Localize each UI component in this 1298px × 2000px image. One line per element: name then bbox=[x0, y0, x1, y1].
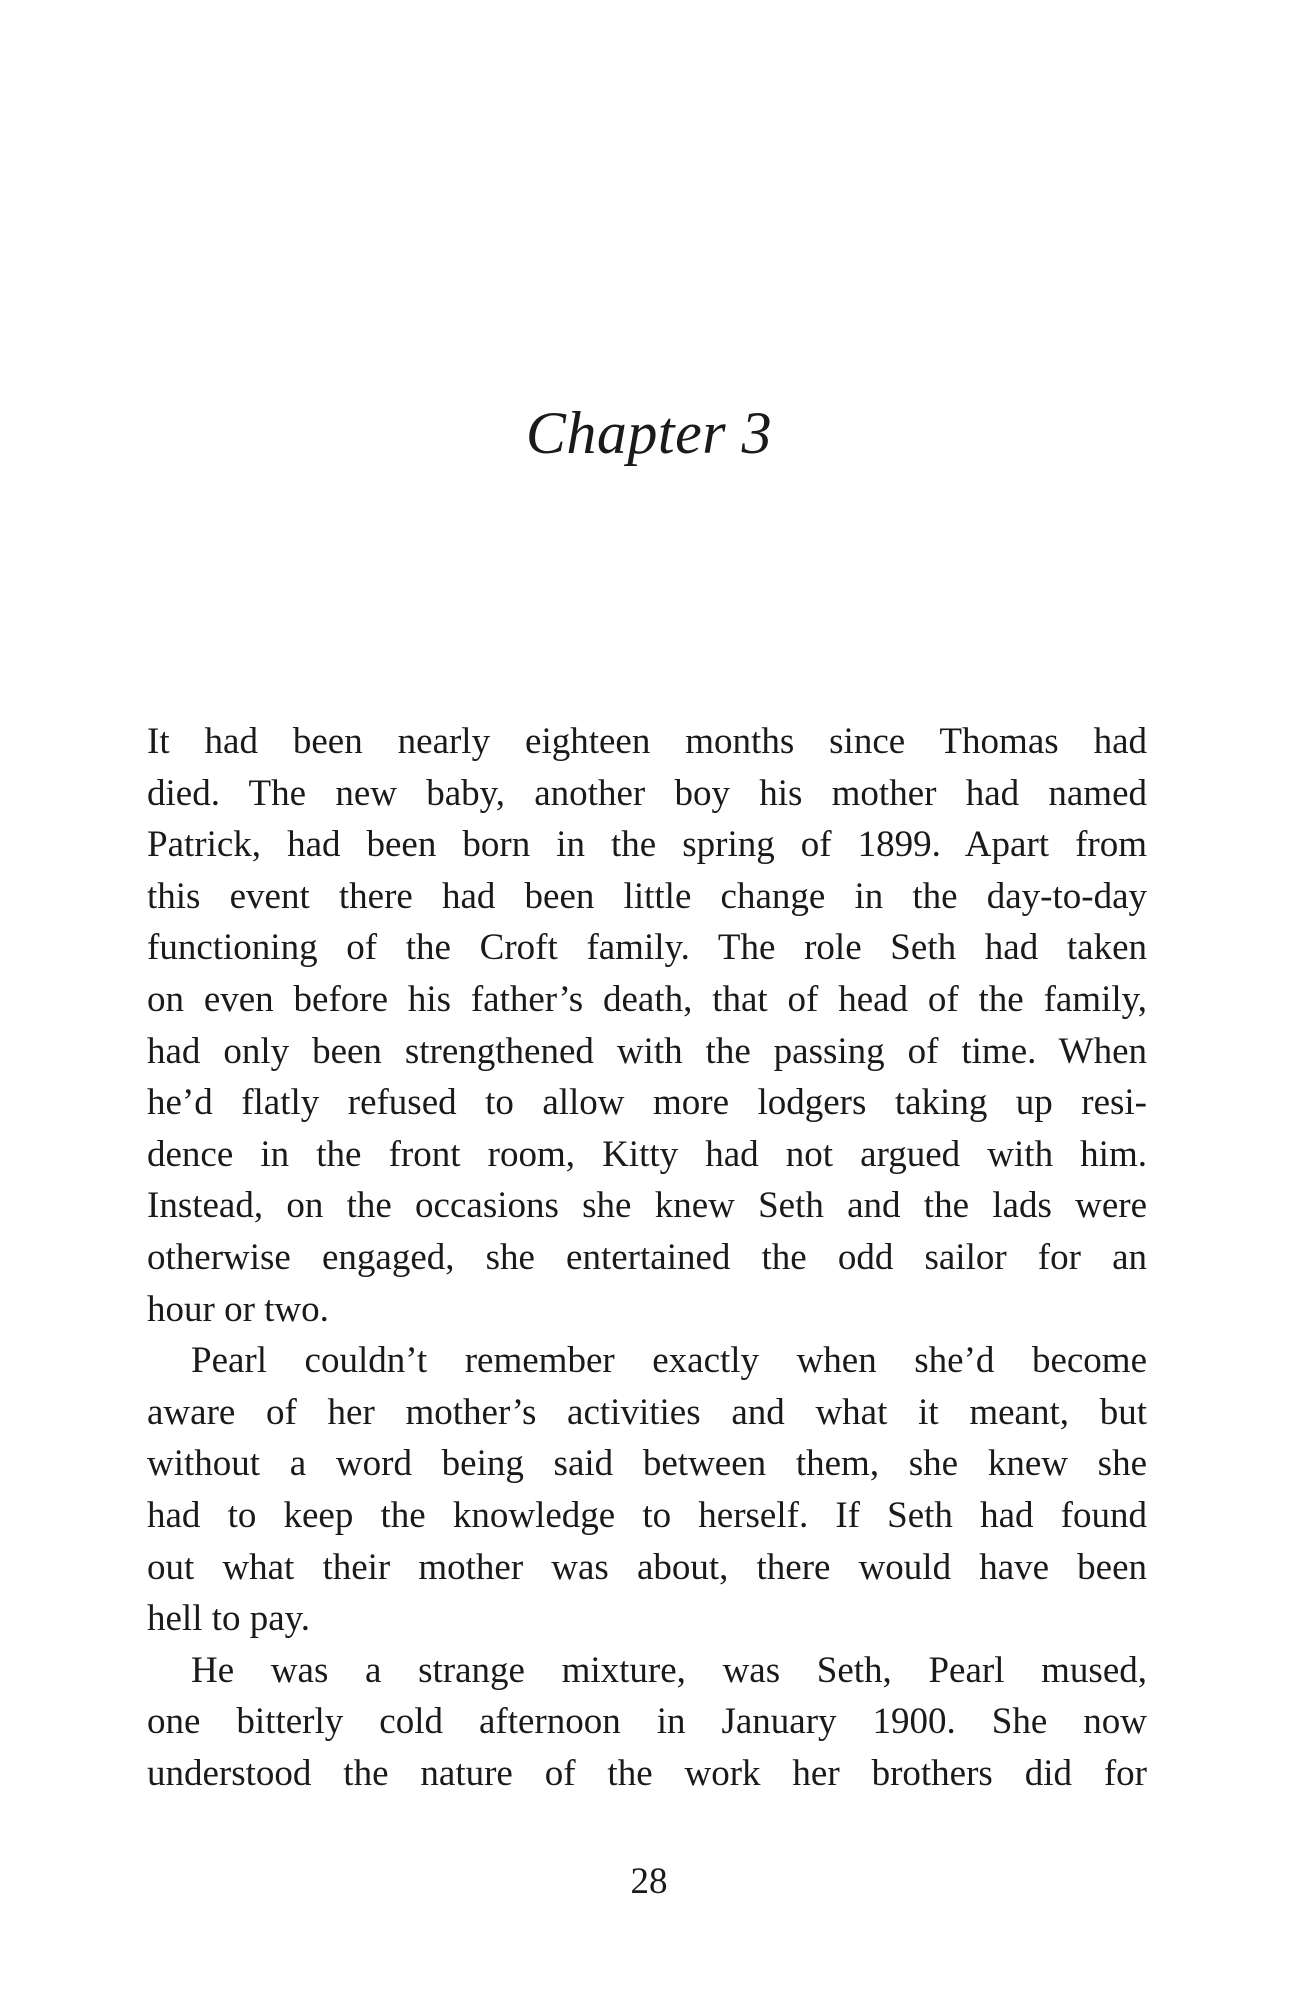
body-text bbox=[147, 716, 1147, 1799]
text-line: aware of her mother’s activities and what it meant, but bbox=[147, 1391, 1147, 1433]
text-line: had to keep the knowledge to herself. If Seth had found bbox=[147, 1494, 1147, 1536]
text-line: hour or two. bbox=[147, 1288, 329, 1330]
text-line: without a word being said between them, she knew she bbox=[147, 1443, 1147, 1485]
text-line: this event there had been little change in the day-to-day bbox=[147, 875, 1147, 917]
text-line: hell to pay. bbox=[147, 1598, 311, 1640]
text-line: Instead, on the occasions she knew Seth and the lads were bbox=[147, 1185, 1147, 1227]
text-line: one bitterly cold afternoon in January 1900. She now bbox=[147, 1701, 1147, 1743]
text-line: It had been nearly eighteen months since Thomas had bbox=[147, 721, 1147, 762]
text-line: had only been strengthened with the passing of time. When bbox=[147, 1030, 1147, 1072]
text-line: He was a strange mixture, was Seth, Pearl mused, bbox=[191, 1649, 1147, 1691]
text-line: functioning of the Croft family. The role Seth had taken bbox=[147, 927, 1147, 969]
text-line: he’d flatly refused to allow more lodgers taking up resi- bbox=[147, 1082, 1147, 1124]
page-number: 28 bbox=[630, 1861, 668, 1902]
text-line: otherwise engaged, she entertained the odd sailor for an bbox=[147, 1236, 1147, 1278]
text-line: died. The new baby, another boy his mother had named bbox=[147, 772, 1147, 814]
text-line: Pearl couldn’t remember exactly when she’d become bbox=[191, 1340, 1147, 1382]
text-line: on even before his father’s death, that of head of the family, bbox=[147, 978, 1147, 1020]
text-line: understood the nature of the work her brothers did for bbox=[147, 1752, 1147, 1794]
text-line: out what their mother was about, there would have been bbox=[147, 1546, 1147, 1588]
text-line: dence in the front room, Kitty had not argued with him. bbox=[147, 1133, 1147, 1175]
text-line: Patrick, had been born in the spring of 1899. Apart from bbox=[147, 824, 1147, 866]
chapter-title: Chapter 3 bbox=[525, 400, 773, 466]
